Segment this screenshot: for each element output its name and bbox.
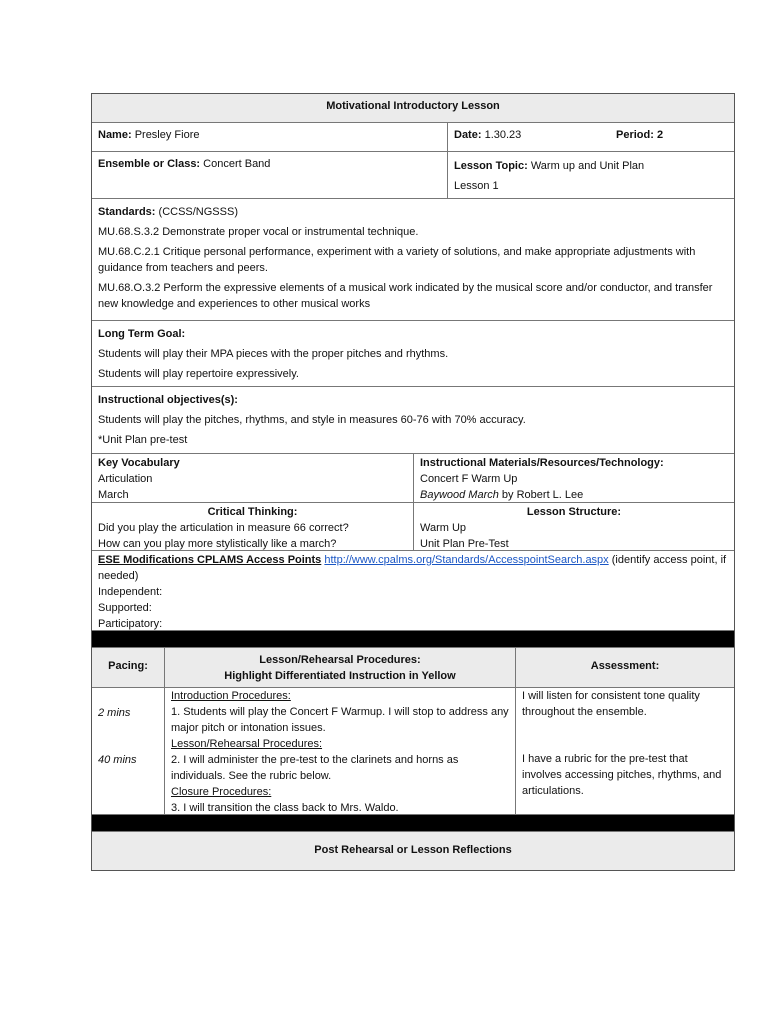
objectives-row	[92, 387, 734, 454]
long-term-goal-cell	[92, 321, 734, 386]
procedures-header-line-2: Highlight Differentiated Instruction in Yellow	[224, 670, 456, 682]
vocab-cell	[92, 454, 413, 502]
vocab-materials-row	[92, 454, 734, 503]
assessment-1: I will listen for consistent tone quality throughout the ensemble.	[522, 690, 700, 718]
ese-participatory: Participatory:	[98, 618, 163, 630]
procedures-header-line-1: Lesson/Rehearsal Procedures:	[259, 654, 421, 666]
pace-1: 2 mins	[98, 707, 131, 719]
structure-item: Unit Plan Pre-Test	[420, 538, 509, 550]
objectives-label: Instructional objectives(s):	[98, 394, 238, 406]
assessment-2: I have a rubric for the pre-test that involves accessing pitches, rhythms, and articulations.	[522, 753, 722, 797]
ese-supported: Supported:	[98, 602, 152, 614]
topic-label: Lesson Topic:	[454, 160, 528, 172]
rehearsal-text: 2. I will administer the pre-test to the clarinets and horns as individuals. See the rubric below.	[171, 754, 459, 782]
standards-suffix: (CCSS/NGSSS)	[158, 206, 238, 218]
divider-bar	[92, 815, 734, 832]
structure-label: Lesson Structure:	[526, 506, 622, 518]
topic-value: Warm up and Unit Plan	[530, 160, 645, 172]
critical-label: Critical Thinking:	[207, 506, 298, 518]
intro-text: 1. Students will play the Concert F Warmup. I will stop to address any major pitch or intonation issues.	[171, 706, 509, 734]
vocab-label: Key Vocabulary	[98, 457, 180, 469]
long-term-goal-label: Long Term Goal:	[98, 328, 186, 340]
lesson-title: Motivational Introductory Lesson	[326, 100, 500, 112]
critical-structure-row	[92, 503, 734, 551]
lesson-plan-table	[91, 93, 735, 871]
name-label: Name:	[98, 129, 132, 141]
objective-item: Students will play the pitches, rhythms, and style in measures 60-76 with 70% accuracy.	[98, 414, 526, 426]
material-title: Baywood March	[420, 489, 499, 501]
materials-cell	[413, 454, 734, 502]
ese-cell	[92, 551, 734, 630]
structure-cell	[413, 503, 734, 550]
ese-note: (identify access point, if needed)	[98, 554, 727, 582]
pacing-header: Pacing:	[108, 660, 148, 672]
objective-item: *Unit Plan pre-test	[98, 434, 188, 446]
long-term-goal-row	[92, 321, 734, 387]
ese-label: ESE Modifications CPLAMS Access Points	[98, 554, 322, 566]
standard-item: MU.68.O.3.2 Perform the expressive elements of a musical work indicated by the musical score and/or conductor, and transfer new knowledge and experiences to other musical works	[98, 282, 713, 310]
closure-label: Closure Procedures:	[171, 786, 272, 798]
critical-cell	[92, 503, 413, 550]
assessment-cell	[515, 688, 734, 814]
rehearsal-label: Lesson/Rehearsal Procedures:	[171, 738, 323, 750]
assessment-header: Assessment:	[515, 648, 734, 687]
pace-2: 40 mins	[98, 754, 137, 766]
ensemble-topic-row	[92, 152, 734, 199]
name-date-row	[92, 123, 734, 152]
critical-item: How can you play more stylistically like a march?	[98, 538, 337, 550]
ensemble-cell	[92, 152, 447, 198]
procedures-body-row	[92, 688, 734, 815]
standards-cell	[92, 199, 734, 320]
name-value: Presley Fiore	[134, 129, 200, 141]
ese-row	[92, 551, 734, 631]
objectives-cell	[92, 387, 734, 453]
procedures-cell	[164, 688, 515, 814]
ensemble-value: Concert Band	[203, 158, 271, 170]
standard-item: MU.68.S.3.2 Demonstrate proper vocal or instrumental technique.	[98, 226, 419, 238]
material-item: Concert F Warm Up	[420, 473, 518, 485]
critical-item: Did you play the articulation in measure 66 correct?	[98, 522, 349, 534]
standards-label: Standards:	[98, 206, 156, 218]
pacing-cell	[92, 688, 164, 814]
cpalms-link[interactable]: http://www.cpalms.org/Standards/AccesspointSearch.aspx	[324, 554, 609, 566]
reflection-row	[92, 832, 734, 870]
name-cell	[92, 123, 447, 151]
period-group	[616, 129, 663, 141]
divider-bar	[92, 631, 734, 648]
ese-independent: Independent:	[98, 586, 163, 598]
date-value: 1.30.23	[484, 129, 522, 141]
date-period-cell	[447, 123, 734, 151]
materials-label: Instructional Materials/Resources/Technology:	[420, 457, 664, 469]
vocab-item: Articulation	[98, 473, 153, 485]
ensemble-label: Ensemble or Class:	[98, 158, 201, 170]
procedures-header	[164, 648, 515, 687]
standard-item: MU.68.C.2.1 Critique personal performance, experiment with a variety of solutions, and make appropriate adjustments with guidance from teachers and peers.	[98, 246, 696, 274]
reflection-label: Post Rehearsal or Lesson Reflections	[314, 844, 512, 856]
closure-text: 3. I will transition the class back to Mrs. Waldo.	[171, 802, 399, 814]
standards-row	[92, 199, 734, 321]
goal-item: Students will play their MPA pieces with the proper pitches and rhythms.	[98, 348, 449, 360]
lesson-number: Lesson 1	[454, 180, 499, 192]
vocab-item: March	[98, 489, 129, 501]
goal-item: Students will play repertoire expressively.	[98, 368, 299, 380]
structure-item: Warm Up	[420, 522, 467, 534]
period-label: Period:	[616, 129, 654, 141]
topic-cell	[447, 152, 734, 198]
title-row	[92, 94, 734, 123]
period-value: 2	[656, 129, 664, 141]
intro-label: Introduction Procedures:	[171, 690, 291, 702]
material-author: by Robert L. Lee	[498, 489, 584, 501]
procedures-header-row	[92, 648, 734, 688]
date-label: Date:	[454, 129, 482, 141]
